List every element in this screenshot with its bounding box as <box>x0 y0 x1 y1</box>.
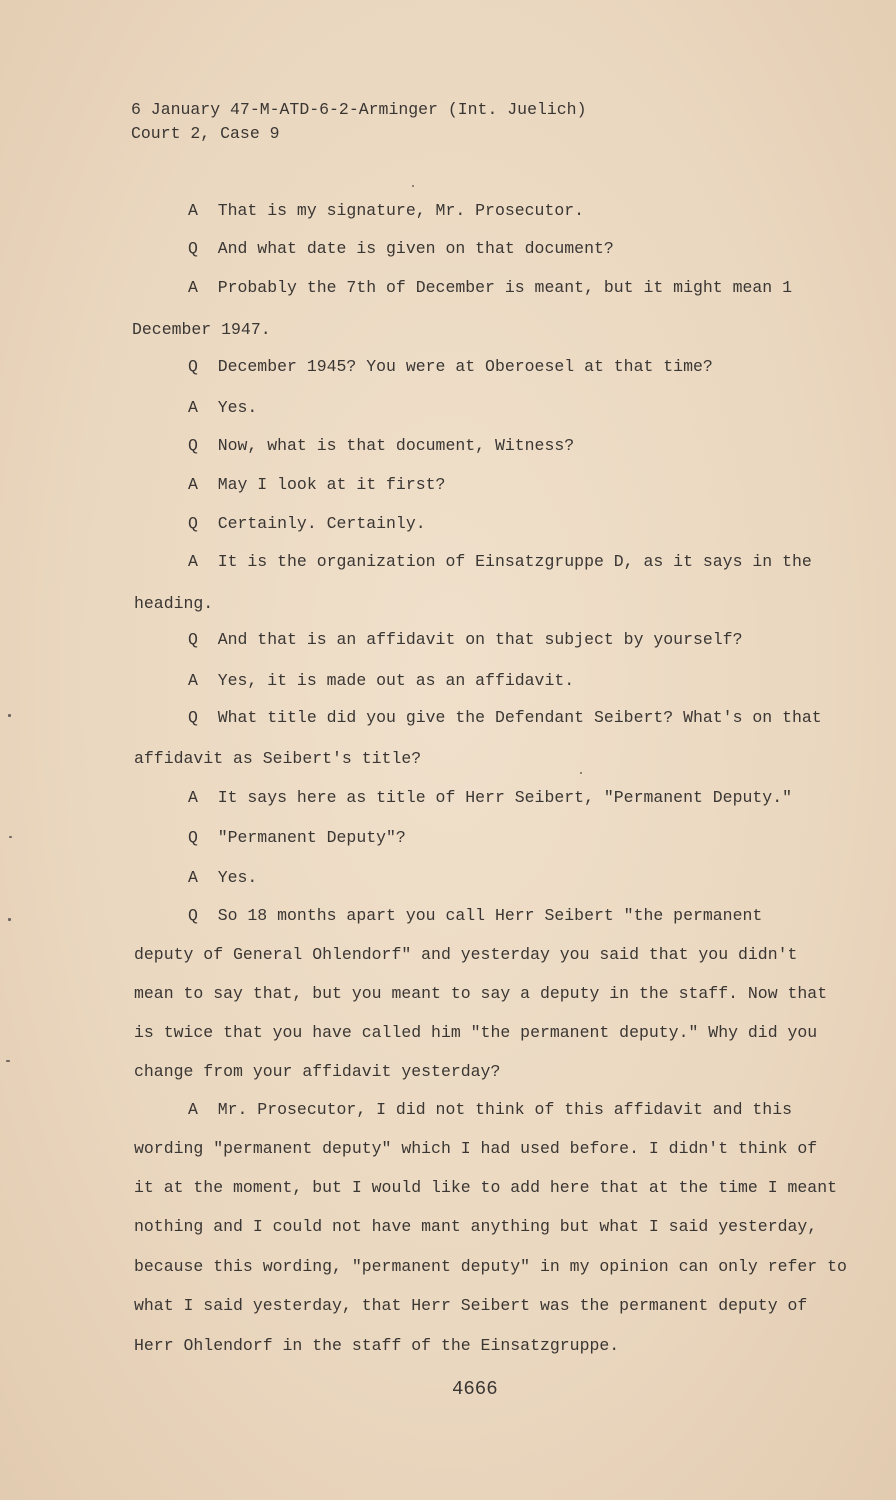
transcript-line: Q What title did you give the Defendant Seibert? What's on that <box>188 708 822 727</box>
transcript-line: A It says here as title of Herr Seibert, "Permanent Deputy." <box>188 788 792 807</box>
transcript-line: A Yes. <box>188 398 258 417</box>
transcript-line: Q Certainly. Certainly. <box>188 514 426 533</box>
transcript-line: Q Now, what is that document, Witness? <box>188 436 575 455</box>
header-case-reference: 6 January 47-M-ATD-6-2-Arminger (Int. Juelich) <box>131 100 587 119</box>
transcript-line: change from your affidavit yesterday? <box>134 1062 501 1081</box>
transcript-line: A That is my signature, Mr. Prosecutor. <box>188 201 585 220</box>
transcript-line: December 1947. <box>132 320 271 339</box>
paper-speck <box>9 836 12 838</box>
transcript-line: A Yes, it is made out as an affidavit. <box>188 671 575 690</box>
transcript-line: what I said yesterday, that Herr Seibert was the permanent deputy of <box>134 1296 808 1315</box>
paper-speck <box>8 918 11 921</box>
transcript-line: mean to say that, but you meant to say a deputy in the staff. Now that <box>134 984 828 1003</box>
transcript-line: deputy of General Ohlendorf" and yesterday you said that you didn't <box>134 945 798 964</box>
paper-speck <box>6 1060 10 1062</box>
transcript-line: because this wording, "permanent deputy" in my opinion can only refer to <box>134 1257 847 1276</box>
transcript-line: wording "permanent deputy" which I had used before. I didn't think of <box>134 1139 818 1158</box>
transcript-line: A Yes. <box>188 868 258 887</box>
transcript-line: it at the moment, but I would like to add here that at the time I meant <box>134 1178 838 1197</box>
transcript-line: A It is the organization of Einsatzgruppe D, as it says in the <box>188 552 812 571</box>
transcript-line: affidavit as Seibert's title? <box>134 749 422 768</box>
transcript-line: nothing and I could not have mant anything but what I said yesterday, <box>134 1217 818 1236</box>
paper-speck <box>8 714 11 717</box>
transcript-line: Q And what date is given on that document? <box>188 239 614 258</box>
transcript-line: A Mr. Prosecutor, I did not think of this affidavit and this <box>188 1100 792 1119</box>
document-header <box>131 98 586 146</box>
transcript-line: A Probably the 7th of December is meant, but it might mean 1 <box>188 278 792 297</box>
transcript-line: Herr Ohlendorf in the staff of the Einsatzgruppe. <box>134 1336 620 1355</box>
transcript-line: Q December 1945? You were at Oberoesel at that time? <box>188 357 713 376</box>
transcript-line: Q So 18 months apart you call Herr Seibert "the permanent <box>188 906 763 925</box>
paper-speck <box>580 772 582 774</box>
transcript-line: heading. <box>134 594 214 613</box>
transcript-line: is twice that you have called him "the permanent deputy." Why did you <box>134 1023 818 1042</box>
transcript-line: A May I look at it first? <box>188 475 446 494</box>
paper-speck <box>412 185 414 187</box>
transcript-line: Q And that is an affidavit on that subject by yourself? <box>188 630 743 649</box>
page-number: 4666 <box>452 1378 498 1400</box>
transcript-line: Q "Permanent Deputy"? <box>188 828 406 847</box>
header-court: Court 2, Case 9 <box>131 124 280 143</box>
